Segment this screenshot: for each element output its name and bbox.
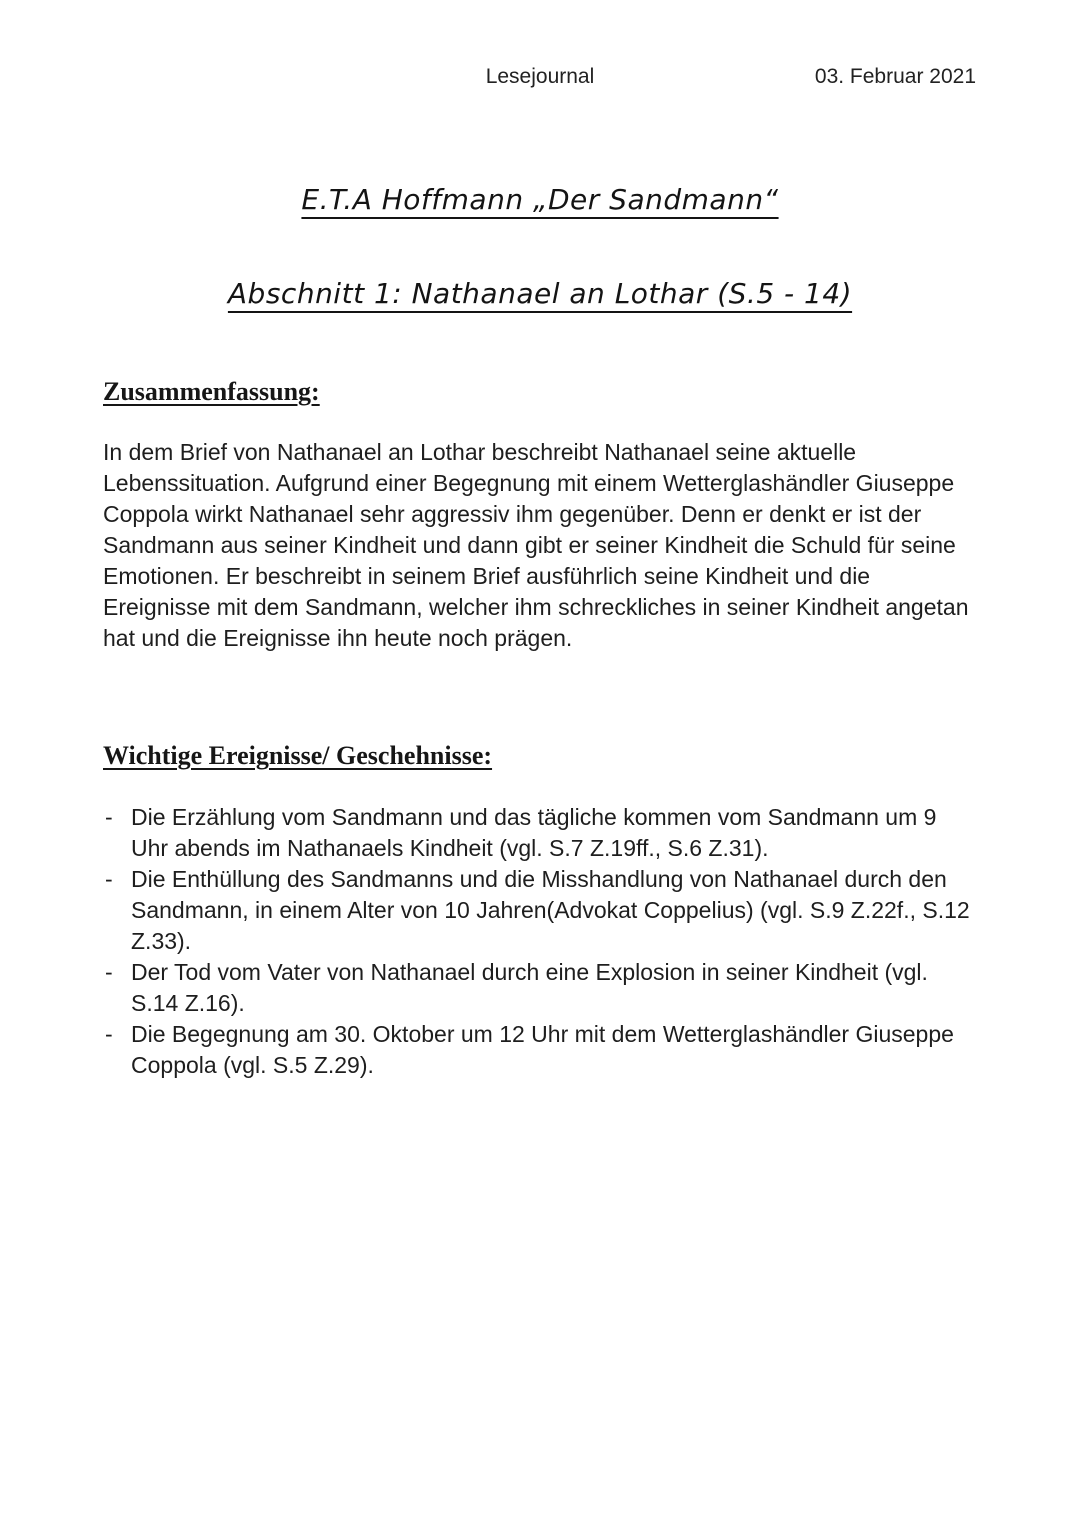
work-title-text: E.T.A Hoffmann „Der Sandmann“ xyxy=(301,183,779,216)
work-title xyxy=(0,183,1080,216)
summary-heading: Zusammenfassung: xyxy=(103,377,320,406)
event-item-text: Die Enthüllung des Sandmanns und die Misshandlung von Nathanael durch den Sandmann, in einem Alter von 10 Jahren(Advokat Coppelius) (vgl. S.9 Z.22f., S.12 Z.33). xyxy=(131,866,970,954)
bullet-dash: - xyxy=(105,1021,113,1047)
event-item xyxy=(103,957,973,1019)
event-item xyxy=(103,864,973,957)
events-heading: Wichtige Ereignisse/ Geschehnisse: xyxy=(103,741,493,770)
event-item-text: Die Erzählung vom Sandmann und das tägliche kommen vom Sandmann um 9 Uhr abends im Nathanaels Kindheit (vgl. S.7 Z.19ff., S.6 Z.31). xyxy=(131,804,937,861)
bullet-dash: - xyxy=(105,866,113,892)
bullet-dash: - xyxy=(105,804,113,830)
event-item xyxy=(103,1019,973,1081)
summary-paragraph: In dem Brief von Nathanael an Lothar beschreibt Nathanael seine aktuelle Lebenssituation. Aufgrund einer Begegnung mit einem Wetterglashändler Giuseppe Coppola wirkt Nathanael sehr aggressiv ihm gegenüber. Denn er denkt er ist der Sandmann aus seiner Kindheit und dann gibt er seiner Kindheit die Schuld für seine Emotionen. Er beschreibt in seinem Brief ausführlich seine Kindheit und die Ereignisse mit dem Sandmann, welcher ihm schreckliches in seiner Kindheit angetan hat und die Ereignisse ihn heute noch prägen. xyxy=(103,439,969,651)
event-item-text: Die Begegnung am 30. Oktober um 12 Uhr mit dem Wetterglashändler Giuseppe Coppola (vgl. S.5 Z.29). xyxy=(131,1021,954,1078)
section-title-text: Abschnitt 1: Nathanael an Lothar (S.5 - 14) xyxy=(227,277,853,310)
header-title: Lesejournal xyxy=(485,65,595,88)
events-list xyxy=(103,802,973,1081)
bullet-dash: - xyxy=(105,959,113,985)
header-date: 03. Februar 2021 xyxy=(814,65,976,88)
event-item-text: Der Tod vom Vater von Nathanael durch eine Explosion in seiner Kindheit (vgl. S.14 Z.16). xyxy=(131,959,928,1016)
event-item xyxy=(103,802,973,864)
section-title xyxy=(0,277,1080,310)
